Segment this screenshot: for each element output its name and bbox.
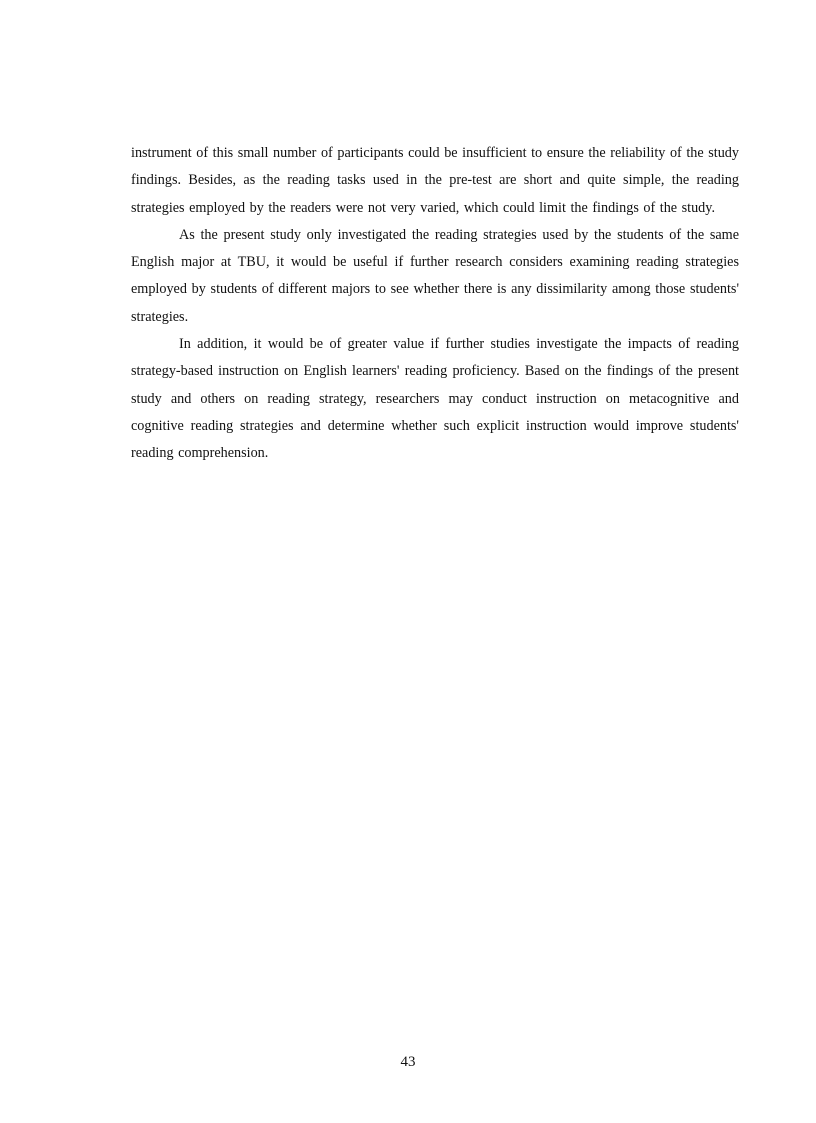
paragraph-further-research-majors: As the present study only investigated the reading strategies used by the students of the same English major at TBU, it would be useful if further research considers examining reading strategies employed by students of different majors to see whether there is any dissimilarity among those students' strategies.: [131, 226, 739, 325]
page-number: 43: [400, 1054, 416, 1070]
paragraph-further-research-instruction: In addition, it would be of greater value if further studies investigate the impacts of reading strategy-based instruction on English learners' reading proficiency. Based on the findings of the present study and others on reading strategy, researchers may conduct instruction on metacognitive and cognitive reading strategies and determine whether such explicit instruction would improve students' reading comprehension.: [131, 336, 739, 462]
paragraph-continuation: instrument of this small number of participants could be insufficient to ensure the reliability of the study findings. Besides, as the reading tasks used in the pre-test are short and quite simple, the reading strategies employed by the readers were not very varied, which could limit the findings of the study.: [131, 145, 739, 216]
body-text: [131, 140, 739, 468]
